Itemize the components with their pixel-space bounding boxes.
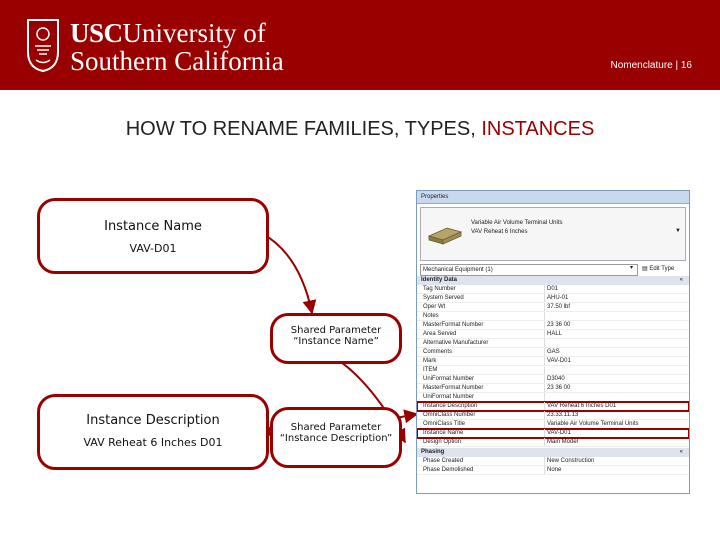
column-divider (544, 294, 545, 302)
property-row[interactable] (417, 466, 689, 475)
selection-filter[interactable]: Mechanical Equipment (1) (420, 264, 638, 276)
property-value[interactable]: Main Model (547, 439, 579, 445)
property-name: Area Served (423, 331, 457, 337)
property-row[interactable] (417, 348, 689, 357)
property-name: Design Option (423, 439, 462, 445)
properties-title: Properties (417, 191, 689, 204)
property-value[interactable]: VAV-D01 (547, 430, 571, 436)
property-value[interactable]: 23 36 00 (547, 385, 571, 391)
column-divider (544, 420, 545, 428)
column-divider (544, 321, 545, 329)
family-name: Variable Air Volume Terminal Units (471, 220, 563, 226)
property-row[interactable] (417, 402, 689, 411)
vav-unit-thumbnail-icon (427, 222, 463, 246)
arrow-name-to-shared (263, 234, 312, 313)
property-value[interactable]: VAV Reheat 6 Inches D01 (547, 403, 617, 409)
property-value[interactable]: 37.50 lbf (547, 304, 571, 310)
edit-type-icon: ▤ (642, 266, 648, 272)
property-name: Phase Created (423, 458, 464, 464)
callout-instance-description-title: Instance Description (86, 413, 220, 428)
column-divider (544, 285, 545, 293)
brand-line2: Southern California (70, 46, 284, 76)
callout-instance-name-value: VAV-D01 (129, 242, 177, 255)
column-divider (544, 366, 545, 374)
property-row[interactable] (417, 384, 689, 393)
selection-filter-row (420, 264, 686, 275)
property-name: Tag Number (423, 286, 456, 292)
property-name: Instance Name (423, 430, 464, 436)
column-divider (544, 393, 545, 401)
property-name: Phase Demolished (423, 467, 474, 473)
callout-instance-description (37, 394, 269, 470)
shared-name-line2: “Instance Name” (293, 336, 379, 347)
property-name: MasterFormat Number (423, 385, 484, 391)
property-value[interactable]: VAV-D01 (547, 358, 571, 364)
property-name: Instance Description (423, 403, 478, 409)
property-group-header[interactable] (417, 448, 689, 457)
property-value[interactable]: HALL (547, 331, 563, 337)
property-group-label: Identity Data (421, 277, 458, 283)
property-row[interactable] (417, 429, 689, 438)
property-name: Mark (423, 358, 437, 364)
property-name: System Served (423, 295, 464, 301)
title-part2: INSTANCES (481, 118, 595, 140)
property-row[interactable] (417, 411, 689, 420)
column-divider (544, 330, 545, 338)
callout-shared-parameter-name (270, 313, 402, 364)
shared-name-line1: Shared Parameter (290, 325, 382, 336)
column-divider (544, 438, 545, 446)
property-group-label: Phasing (421, 449, 445, 455)
property-value[interactable]: 23 36 00 (547, 322, 571, 328)
property-row[interactable] (417, 366, 689, 375)
callout-instance-name-title: Instance Name (104, 219, 202, 234)
property-name: Oper Wt (423, 304, 446, 310)
property-name: Comments (423, 349, 453, 355)
property-value[interactable]: D3040 (547, 376, 565, 382)
property-value[interactable]: New Construction (547, 458, 595, 464)
property-row[interactable] (417, 339, 689, 348)
property-value[interactable]: GAS (547, 349, 560, 355)
chevron-down-icon[interactable]: ▼ (675, 228, 681, 234)
property-row[interactable] (417, 393, 689, 402)
section-label: Nomenclature | 16 (610, 60, 692, 71)
property-row[interactable] (417, 357, 689, 366)
brand-usc: USC (70, 18, 123, 48)
column-divider (544, 375, 545, 383)
column-divider (544, 429, 545, 437)
column-divider (544, 303, 545, 311)
property-name: Alternative Manufacturer (423, 340, 489, 346)
property-name: MasterFormat Number (423, 322, 484, 328)
property-row[interactable] (417, 303, 689, 312)
title-part1: HOW TO RENAME FAMILIES, TYPES, (125, 118, 482, 140)
column-divider (544, 457, 545, 465)
property-name: Notes (423, 313, 439, 319)
chevron-down-icon[interactable]: ▾ (630, 265, 634, 271)
callout-shared-parameter-description (270, 407, 402, 468)
column-divider (544, 348, 545, 356)
property-group-header[interactable] (417, 276, 689, 285)
property-name: OmniClass Number (423, 412, 476, 418)
property-name: UniFormat Number (423, 376, 475, 382)
property-value[interactable]: None (547, 467, 562, 473)
property-name: UniFormat Number (423, 394, 475, 400)
brand-line1: University of (122, 18, 266, 48)
property-name: ITEM (423, 367, 438, 373)
property-value[interactable]: D01 (547, 286, 559, 292)
column-divider (544, 402, 545, 410)
type-name: VAV Reheat 6 Inches (471, 229, 528, 235)
property-value[interactable]: AHU-01 (547, 295, 569, 301)
type-selector[interactable] (420, 207, 686, 261)
property-row[interactable] (417, 285, 689, 294)
shared-desc-line2: “Instance Description” (279, 433, 393, 444)
edit-type-label: Edit Type (649, 266, 675, 272)
property-row[interactable] (417, 294, 689, 303)
property-value[interactable]: Variable Air Volume Terminal Units (547, 421, 639, 427)
collapse-icon[interactable]: « (679, 277, 683, 283)
property-value[interactable]: 23.33.11.13 (547, 412, 579, 418)
properties-panel (416, 190, 690, 494)
callout-instance-name (37, 198, 269, 274)
property-name: OmniClass Title (423, 421, 466, 427)
shared-desc-line1: Shared Parameter (290, 422, 382, 433)
property-row[interactable] (417, 321, 689, 330)
column-divider (544, 339, 545, 347)
column-divider (544, 384, 545, 392)
property-row[interactable] (417, 420, 689, 429)
edit-type-button[interactable] (642, 264, 674, 275)
column-divider (544, 466, 545, 474)
collapse-icon[interactable]: « (679, 449, 683, 455)
property-row[interactable] (417, 312, 689, 321)
column-divider (544, 312, 545, 320)
column-divider (544, 411, 545, 419)
property-row[interactable] (417, 457, 689, 466)
property-row[interactable] (417, 330, 689, 339)
column-divider (544, 357, 545, 365)
property-row[interactable] (417, 438, 689, 447)
property-groups (417, 276, 689, 475)
callout-instance-description-value: VAV Reheat 6 Inches D01 (83, 436, 223, 449)
property-row[interactable] (417, 375, 689, 384)
